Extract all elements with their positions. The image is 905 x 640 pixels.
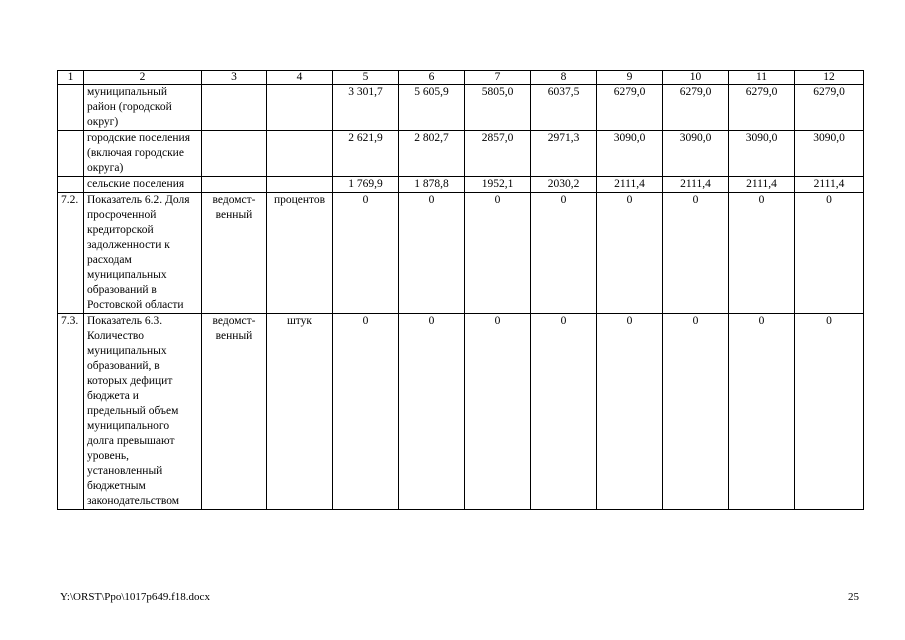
- table-row: [58, 177, 864, 193]
- value-cell: 2111,4: [663, 177, 729, 193]
- row-number: [58, 131, 84, 177]
- value-cell: 2111,4: [795, 177, 864, 193]
- value-cell: 0: [531, 193, 597, 314]
- unit: [267, 85, 333, 131]
- column-header: 12: [795, 71, 864, 85]
- table-row: [58, 131, 864, 177]
- indicator-table: [57, 70, 864, 510]
- value-cell: 1 878,8: [399, 177, 465, 193]
- page-number: 25: [848, 591, 859, 603]
- column-numbers-row: [58, 71, 864, 85]
- column-header: 1: [58, 71, 84, 85]
- value-cell: 0: [399, 193, 465, 314]
- value-cell: 0: [597, 314, 663, 510]
- unit: штук: [267, 314, 333, 510]
- value-cell: 2857,0: [465, 131, 531, 177]
- value-cell: 6279,0: [663, 85, 729, 131]
- column-header: 7: [465, 71, 531, 85]
- column-header: 9: [597, 71, 663, 85]
- column-header: 4: [267, 71, 333, 85]
- source: [202, 85, 267, 131]
- value-cell: 3090,0: [795, 131, 864, 177]
- value-cell: 3 301,7: [333, 85, 399, 131]
- column-header: 8: [531, 71, 597, 85]
- value-cell: 5 605,9: [399, 85, 465, 131]
- value-cell: 5805,0: [465, 85, 531, 131]
- column-header: 3: [202, 71, 267, 85]
- table-row: [58, 193, 864, 314]
- column-header: 10: [663, 71, 729, 85]
- source: [202, 131, 267, 177]
- value-cell: 0: [531, 314, 597, 510]
- indicator-name: сельские поселения: [84, 177, 202, 193]
- value-cell: 0: [663, 314, 729, 510]
- column-header: 6: [399, 71, 465, 85]
- value-cell: 3090,0: [729, 131, 795, 177]
- value-cell: 2030,2: [531, 177, 597, 193]
- row-number: 7.3.: [58, 314, 84, 510]
- value-cell: 3090,0: [597, 131, 663, 177]
- footer-file-path: Y:\ORST\Ppo\1017p649.f18.docx: [60, 591, 210, 603]
- value-cell: 1 769,9: [333, 177, 399, 193]
- value-cell: 0: [795, 314, 864, 510]
- value-cell: 6279,0: [729, 85, 795, 131]
- indicator-name: Показатель 6.3. Количество муниципальных образований, в которых дефицит бюджета и предельный объем муниципального долга превышают уровень, установленный бюджетным законодательством: [84, 314, 202, 510]
- value-cell: 0: [465, 314, 531, 510]
- value-cell: 1952,1: [465, 177, 531, 193]
- value-cell: 0: [729, 314, 795, 510]
- value-cell: 6037,5: [531, 85, 597, 131]
- row-number: 7.2.: [58, 193, 84, 314]
- source: [202, 177, 267, 193]
- value-cell: 2971,3: [531, 131, 597, 177]
- indicator-name: муниципальный район (городской округ): [84, 85, 202, 131]
- value-cell: 2111,4: [729, 177, 795, 193]
- column-header: 11: [729, 71, 795, 85]
- unit: процентов: [267, 193, 333, 314]
- indicator-name: Показатель 6.2. Доля просроченной кредиторской задолженности к расходам муниципальных образований в Ростовской области: [84, 193, 202, 314]
- value-cell: 0: [333, 314, 399, 510]
- value-cell: 2111,4: [597, 177, 663, 193]
- value-cell: 3090,0: [663, 131, 729, 177]
- row-number: [58, 177, 84, 193]
- value-cell: 0: [399, 314, 465, 510]
- value-cell: 6279,0: [597, 85, 663, 131]
- source: ведомст-венный: [202, 314, 267, 510]
- value-cell: 0: [729, 193, 795, 314]
- value-cell: 0: [465, 193, 531, 314]
- row-number: [58, 85, 84, 131]
- value-cell: 2 621,9: [333, 131, 399, 177]
- unit: [267, 131, 333, 177]
- unit: [267, 177, 333, 193]
- source: ведомст-венный: [202, 193, 267, 314]
- value-cell: 0: [333, 193, 399, 314]
- indicator-name: городские поселения (включая городские округа): [84, 131, 202, 177]
- value-cell: 0: [597, 193, 663, 314]
- table-row: [58, 85, 864, 131]
- value-cell: 0: [663, 193, 729, 314]
- value-cell: 6279,0: [795, 85, 864, 131]
- value-cell: 2 802,7: [399, 131, 465, 177]
- value-cell: 0: [795, 193, 864, 314]
- column-header: 5: [333, 71, 399, 85]
- table-row: [58, 314, 864, 510]
- column-header: 2: [84, 71, 202, 85]
